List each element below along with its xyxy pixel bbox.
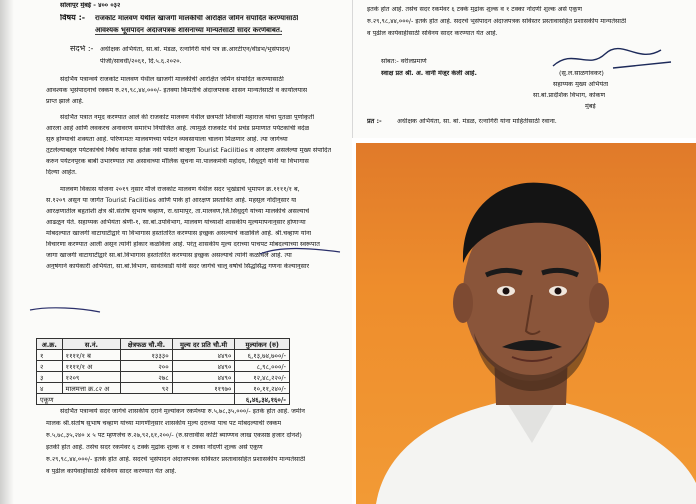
- reference-line: अधीक्षक अभियंता, सा.बां. मंडळ, रत्नागिरी यांचे पत्र क्र.आरटीएन/वीडभ/भूसंपादन/: [100, 46, 291, 53]
- table-row: [37, 361, 290, 372]
- enclosure-note: सोबत:- वरीलप्रमाणे: [381, 58, 427, 65]
- column-header: स.नं.: [62, 339, 121, 350]
- paragraph-line: करुन पर्यटनपूरक बाबी उभारण्यात त्या असावाच्या मौलिक सूचना मा.पालकमंत्री महोदय, सिंधुदुर्ग यांनी या विभागास: [46, 158, 309, 165]
- table-header-row: [37, 339, 290, 350]
- paragraph-line: जागा खाजगी वाटाघाटीद्वारे सा.बां.विभागास हस्तांतरित करण्यास इच्छुक असल्याचे त्यांनी कळविले आहे. त्या: [46, 252, 292, 259]
- portrait-figure: [356, 143, 696, 504]
- paragraph-line: संदर्भित पत्रात नमूद करण्यात आले की राजकोट मालवण येथील छत्रपती शिवाजी महाराज यांचा पुतळा पूर्णाकृती: [60, 114, 315, 121]
- paragraph-line: तुटलेल्याबद्दल पर्यटकांचेचे निर्बंध कांपास इतेक्र नवी पासरी बाजूला Tourist Facilities व आरक्षण असलेल्या मुख्य संपादित: [46, 147, 332, 154]
- table-cell: ६,१३,७४,७००/-: [235, 350, 290, 361]
- table-cell: १२०९: [62, 372, 121, 383]
- paragraph-line: रु.२९,९८,४४,०००/- इतके होत आहे. सदरचे भूसंपादन अंदाजपत्रक सविस्तर प्रस्तावासहित प्रशासकीय मान्यतेसाठी: [367, 18, 627, 25]
- table-cell: ११११/१ अ: [62, 361, 121, 372]
- table-row: [37, 383, 290, 394]
- paragraph-line: स.१२०९ असून या जागेत Tourist Facilities आणि पार्क हो आरक्षण प्रस्तावित आहे. महसूल नोंदीनुसार या: [46, 197, 297, 204]
- paragraph-line: व पुढील कार्यवाहीसाठी सविनय सादर करण्यात येत आहे.: [367, 30, 498, 37]
- valuation-table: [36, 338, 290, 405]
- table-cell: ४: [37, 383, 63, 394]
- paragraph-line: सुरु होण्याची शक्यता आहे. परिणामतः मालवणच्या पर्यटन व्यवसायाला चालना मिळणार आहे. त्या जागेच्या: [46, 136, 288, 143]
- paragraph-line: रु.२९,९८,४४,०००/- इतके होत आहे. सदरचे भूसंपादन अंदाजपत्रक सविस्तर प्रस्तावासहित प्रशासकीय मान्यतेसाठी: [46, 456, 306, 463]
- table-cell: १३३३०: [121, 350, 172, 361]
- table-cell: ८,९८,०००/-: [235, 361, 290, 372]
- subject-line: राजकोट मालवण येथील खाजगी मालकीची आरक्षित जमिन संपादित करण्यासाठी: [95, 15, 299, 22]
- table-cell: ३: [37, 372, 63, 383]
- paragraph-line: विचारणा करण्यात आली असून त्यांनी होकार कळविला आहे. परंतु शासकीय मूल्य दराच्या पाचपट मोबदल्याच्या स्वरूपात: [46, 241, 320, 248]
- reference-label: संदर्भ :-: [70, 45, 94, 53]
- copy-line: अधीक्षक अभियंता, सा. बां. मंडळ, रत्नागिरी यांना माहितीसाठी रवाना.: [397, 118, 557, 125]
- total-value: ६,४६,३४,१६०/-: [235, 394, 290, 405]
- table-row: [37, 350, 290, 361]
- paragraph-line: मालक श्री.संतोष सुभाष चव्हाण यांच्या मागणीनुसार शासकीय मुल्य दराच्या पाच पट मोबदल्याची रक्कम: [46, 420, 282, 427]
- signer-name: (सु.ल.साळगांवकर): [559, 70, 604, 77]
- paragraph-line: प्राप्त झाले आहे.: [46, 98, 84, 105]
- column-header: मुल्य दर प्रति चौ.मी: [172, 339, 235, 350]
- paragraph-line: संदर्भित पत्रान्वये सदर जागेचे शासकीय दराने मूल्यांकन रकमेच्या रु.५,७८,३५,०००/- इतके होत आहे. जमीन: [60, 408, 305, 415]
- table-cell: ४४९०: [172, 350, 235, 361]
- column-header: क्षेत्रफळ चौ.मी.: [121, 339, 172, 350]
- table-cell: २: [37, 361, 63, 372]
- signer-title: सहाय्यक मुख्य अभियंता: [553, 81, 609, 88]
- column-header: मुल्यांकन (रु): [235, 339, 290, 350]
- table-cell: ४४९०: [172, 372, 235, 383]
- column-header: अ.क्र.: [37, 339, 63, 350]
- subject-label: विषय :-: [60, 14, 86, 22]
- paragraph-line: इतकी होत आहे. तसेच सदर रकमेवर ६ टक्के मुद्रांक शुल्क व १ टक्का नोंदणी शुल्क असे एकूण: [46, 444, 263, 451]
- paragraph-line: संदर्भिय पत्रान्वये राजकोट मालवण येथील खाजगी मालकीची आरक्षित जमिन संपादित करण्यासाठी: [60, 76, 284, 83]
- total-label: एकूण: [37, 394, 235, 405]
- paragraph-line: मोबदल्यात खाजगी वाटाघाटीद्वारे या विभागास हस्तांतरित करण्यास इच्छुक असल्याचे कळविले आहे. श्री.चव्हाण यांना: [46, 230, 312, 237]
- table-cell: १२,४८,२२०/-: [235, 372, 290, 383]
- table-cell: ११११/१ ब: [62, 350, 121, 361]
- table-cell: १: [37, 350, 63, 361]
- table-cell: ९२: [121, 383, 172, 394]
- paragraph-line: इतके होत आहे. तसेच सदर रकमेवर ६ टक्के मुद्रांक शुल्क व १ टक्का नोंदणी शुल्क असे एकूण: [367, 6, 582, 13]
- subject-line: आवश्यक भूसंपादन अंदाजपत्रक शासनाच्या मान्यतेसाठी सादर करणेबाबत.: [95, 27, 283, 34]
- paragraph-line: अनुषंगाने कार्यकारी अभियंता, सा.बां.विभाग, सावंतवाडी यांनी सदर जागेचे चालू वर्षाचे सिद्धसिद्ध गणना केल्यानुसार: [46, 263, 310, 270]
- paragraph-line: आरला आहे आणि लवकरच अनावरण समारंभ नियोजित आहे. त्यामुळे राजकोट येथे प्रचंड प्रमाणात पर्यटकांची वर्दळ: [46, 125, 310, 132]
- table-row: [37, 372, 290, 383]
- paragraph-line: आरक्षणातील बहुतांशी क्षेत्र श्री.संतोष सुभाष चव्हाण, रा.धामापूर, ता.मालवण,जि.सिंधुदुर्ग यांच्या मालकीचे असल्याचे: [46, 208, 310, 215]
- reference-line: पीजी/सावधी/२०६१, दि.५.६.२०२०.: [100, 58, 182, 65]
- paragraph-line: रु.५,७८,३५,२४० x ५ पट म्हणजेच रु.२७,९२,६१,२००/- (रु.सत्तावीस कोटी ब्याण्णव लाख एकसष्ठ हजार दोनशे): [46, 432, 302, 439]
- portrait-photo: [356, 143, 696, 504]
- signer-department: सा.बां.प्रादेशिक विभाग, कोकण: [533, 92, 606, 99]
- signer-city: मुंबई: [585, 103, 596, 110]
- table-total-row: [37, 394, 290, 405]
- table-cell: मालमत्ता क्र.८२ अ: [62, 383, 121, 394]
- header-fragment: सोलापूर मुंबई - ४०० ०३२: [60, 2, 121, 9]
- table-cell: २७८: [121, 372, 172, 383]
- table-cell: ११९७०: [172, 383, 235, 394]
- paragraph-line: आढळून येते. सहाय्यक अभियंता श्रेणी-१, सा.बां.उपविभाग, मालवण यांच्याशी शासकीय मूल्यमापनानुसार होणाऱ्या: [46, 219, 306, 226]
- table-cell: ४४९०: [172, 361, 235, 372]
- copy-label: प्रत :-: [367, 118, 382, 125]
- letter-right-page: [352, 0, 696, 138]
- paragraph-line: व पुढील कार्यवाहीसाठी सविनय सादर करण्यात येत आहे.: [46, 468, 177, 475]
- table-cell: १०,११,२४०/-: [235, 383, 290, 394]
- approval-note: स्वाक्ष प्रत श्री. अ. वानी मंजूर केली आहे.: [381, 70, 477, 77]
- scan-shadow: [0, 0, 14, 504]
- paragraph-line: मालवण विकास योजना २०१९ नुसार मौजे राजकोट मालवण येथील सदर भूखंडाचे भूमापन क्र.११११/१ ब,: [60, 186, 300, 193]
- paragraph-line: आवश्यक भूसंपादनाचे रक्कम रु.२९,९८,४४,०००/- इतक्या किंमतीचे अंदाजपत्रक शासन मान्यतेसाठी व कार्यालयास: [46, 87, 308, 94]
- paragraph-line: दिल्या आहेत.: [46, 169, 77, 176]
- table-cell: २००: [121, 361, 172, 372]
